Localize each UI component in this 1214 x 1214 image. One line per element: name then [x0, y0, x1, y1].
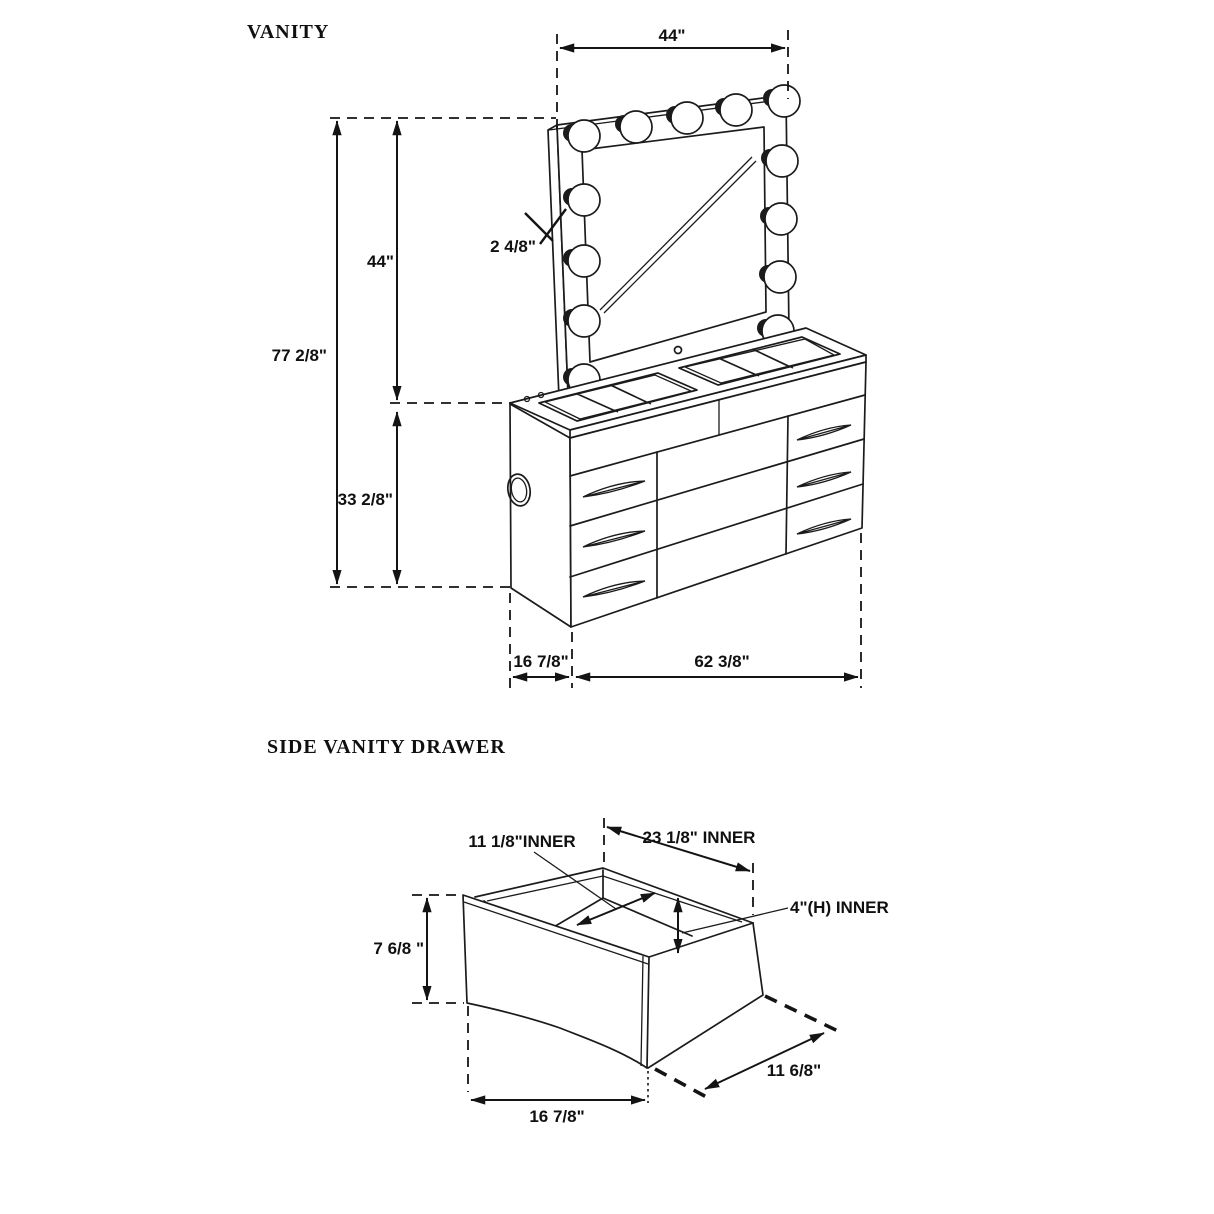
- front-panel: [463, 895, 649, 1068]
- vanity-figure: [247, 21, 866, 688]
- dim-label-base-width: 62 3/8": [694, 652, 750, 671]
- dim-inner-length: [604, 818, 755, 915]
- dim-label-inner-height: 4"(H) INNER: [790, 898, 889, 917]
- dim-front-height: [373, 895, 464, 1003]
- dim-label-inner-width: 11 1/8"INNER: [468, 832, 576, 851]
- drawer-title: SIDE VANITY DRAWER: [267, 736, 506, 758]
- dim-drawer-depth: [655, 996, 840, 1100]
- dim-label-total-height: 77 2/8": [271, 346, 327, 365]
- dim-label-mirror-width: 44": [658, 26, 686, 45]
- dim-label-drawer-depth: 11 6/8": [766, 1061, 822, 1080]
- dresser-side-panel: [510, 404, 571, 627]
- vanity-title: VANITY: [247, 21, 330, 43]
- dim-label-front-width: 16 7/8": [529, 1107, 585, 1126]
- dim-label-mirror-height: 44": [367, 252, 394, 271]
- dim-label-base-height: 33 2/8": [337, 490, 393, 509]
- dim-label-base-depth: 16 7/8": [513, 652, 569, 671]
- dim-label-front-height: 7 6/8 ": [373, 939, 424, 958]
- drawer-front-panel: [463, 895, 649, 1068]
- dim-base-height: [338, 412, 397, 584]
- dim-label-inner-length: 23 1/8" INNER: [642, 828, 756, 847]
- drawer-figure: [267, 736, 889, 1126]
- dim-mirror-height: [367, 121, 510, 403]
- dim-label-frame-thickness: 2 4/8": [490, 237, 536, 256]
- box-right-wall: [648, 923, 763, 1068]
